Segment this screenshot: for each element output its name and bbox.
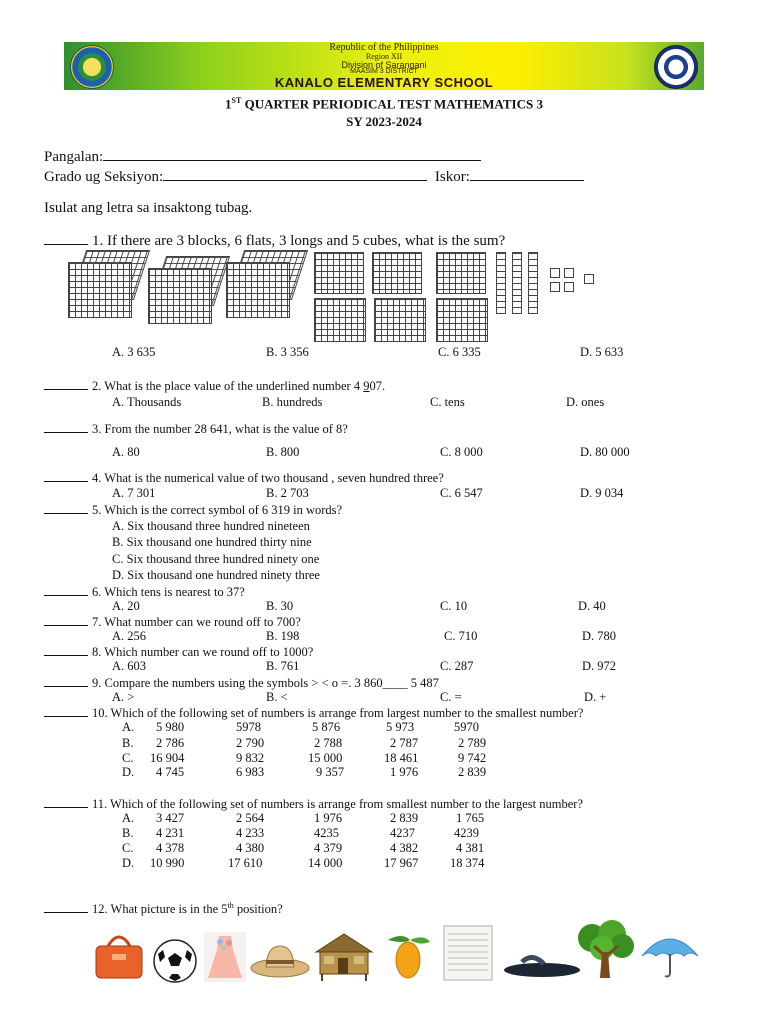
q4-option-a[interactable]: A. 7 301 <box>112 486 156 500</box>
header-republic: Republic of the Philippines <box>329 42 439 53</box>
question-12: 12. What picture is in the 5th position? <box>44 901 283 917</box>
answer-blank[interactable] <box>44 378 88 390</box>
question-5: 5. Which is the correct symbol of 6 319 in words? <box>44 502 342 518</box>
q7-option-d[interactable]: D. 780 <box>582 629 617 643</box>
header-district: MAASIM 3 DISTRICT <box>350 68 418 75</box>
question-4: 4. What is the numerical value of two thousand , seven hundred three? <box>44 470 444 486</box>
unit-cube <box>584 274 594 284</box>
question-9: 9. Compare the numbers using the symbols > < o =. 3 860____ 5 487 <box>44 675 439 691</box>
answer-blank[interactable] <box>44 470 88 482</box>
umbrella-icon <box>638 928 702 980</box>
answer-blank[interactable] <box>44 644 88 656</box>
q2-option-b[interactable]: B. hundreds <box>262 395 323 409</box>
handbag-icon <box>92 928 146 980</box>
thousand-block <box>68 250 142 318</box>
q7-option-c[interactable]: C. 710 <box>444 629 478 643</box>
q3-option-c[interactable]: C. 8 000 <box>440 445 483 459</box>
q4-option-c[interactable]: C. 6 547 <box>440 486 483 500</box>
flat <box>436 252 486 294</box>
answer-blank[interactable] <box>44 675 88 687</box>
thousand-block <box>148 256 222 324</box>
answer-blank[interactable] <box>44 614 88 626</box>
q1-option-d[interactable]: D. 5 633 <box>580 345 624 359</box>
instruction: Isulat ang letra sa insaktong tubag. <box>44 200 253 216</box>
question-3: 3. From the number 28 641, what is the value of 8? <box>44 421 348 437</box>
q9-option-a[interactable]: A. > <box>112 690 135 704</box>
grade-section-field[interactable]: Grado ug Seksiyon: Iskor: <box>44 166 584 186</box>
q6-option-d[interactable]: D. 40 <box>578 599 606 613</box>
q6-option-c[interactable]: C. 10 <box>440 599 468 613</box>
q3-option-d[interactable]: D. 80 000 <box>580 445 630 459</box>
answer-blank[interactable] <box>44 796 88 808</box>
q1-option-b[interactable]: B. 3 356 <box>266 345 309 359</box>
q2-option-d[interactable]: D. ones <box>566 395 605 409</box>
flat <box>374 298 426 342</box>
mango-icon <box>380 930 434 980</box>
grade-section-blank[interactable] <box>163 166 427 181</box>
q9-option-d[interactable]: D. + <box>584 690 607 704</box>
straw-hat-icon <box>250 940 310 978</box>
notepad-icon <box>442 924 494 982</box>
header-region: Region XII <box>365 52 403 61</box>
q1-option-c[interactable]: C. 6 335 <box>438 345 481 359</box>
q9-option-c[interactable]: C. = <box>440 690 462 704</box>
name-field[interactable]: Pangalan: <box>44 146 481 166</box>
question-10: 10. Which of the following set of numbers is arrange from largest number to the smallest number? <box>44 705 583 721</box>
flat <box>314 298 366 342</box>
q4-option-d[interactable]: D. 9 034 <box>580 486 624 500</box>
dress-icon <box>202 930 248 984</box>
question-1: 1. If there are 3 blocks, 6 flats, 3 longs and 5 cubes, what is the sum? <box>44 233 505 250</box>
question-6: 6. Which tens is nearest to 37? <box>44 584 245 600</box>
question-2: 2. What is the place value of the underlined number 4 907. <box>44 378 385 394</box>
q9-option-b[interactable]: B. < <box>266 690 288 704</box>
unit-cube <box>564 268 574 278</box>
question-8: 8. Which number can we round off to 1000? <box>44 644 313 660</box>
thousand-block <box>226 250 300 318</box>
q5-option-a[interactable]: A. Six thousand three hundred nineteen <box>112 519 310 533</box>
header-school-name: KANALO ELEMENTARY SCHOOL <box>274 75 494 90</box>
answer-blank[interactable] <box>44 705 88 717</box>
q6-option-a[interactable]: A. 20 <box>112 599 140 613</box>
answer-blank[interactable] <box>44 233 88 245</box>
nipa-hut-icon <box>312 932 376 982</box>
q3-option-b[interactable]: B. 800 <box>266 445 300 459</box>
q8-option-d[interactable]: D. 972 <box>582 659 617 673</box>
q8-option-c[interactable]: C. 287 <box>440 659 474 673</box>
q7-option-b[interactable]: B. 198 <box>266 629 300 643</box>
q1-option-a[interactable]: A. 3 635 <box>112 345 156 359</box>
q8-option-a[interactable]: A. 603 <box>112 659 147 673</box>
answer-blank[interactable] <box>44 502 88 514</box>
base-ten-blocks-figure <box>68 250 608 344</box>
score-blank[interactable] <box>470 166 584 181</box>
deped-seal-logo <box>654 45 698 89</box>
q5-option-b[interactable]: B. Six thousand one hundred thirty nine <box>112 535 312 549</box>
header-division: Division of Sarangani <box>341 60 427 70</box>
answer-blank[interactable] <box>44 421 88 433</box>
q6-option-b[interactable]: B. 30 <box>266 599 294 613</box>
soccer-ball-icon <box>152 938 198 984</box>
flat <box>372 252 422 294</box>
test-title: 1ST QUARTER PERIODICAL TEST MATHEMATICS 3 <box>225 96 543 112</box>
unit-cube <box>550 282 560 292</box>
flat <box>436 298 488 342</box>
flat <box>314 252 364 294</box>
question-11: 11. Which of the following set of numbers is arrange from smallest number to the largest number? <box>44 796 583 812</box>
school-year: SY 2023-2024 <box>346 114 422 129</box>
school-header-banner <box>64 42 704 90</box>
q2-option-c[interactable]: C. tens <box>430 395 465 409</box>
long-rod <box>512 252 522 314</box>
long-rod <box>528 252 538 314</box>
q5-option-d[interactable]: D. Six thousand one hundred ninety three <box>112 568 320 582</box>
q4-option-b[interactable]: B. 2 703 <box>266 486 309 500</box>
q5-option-c[interactable]: C. Six thousand three hundred ninety one <box>112 552 320 566</box>
q2-option-a[interactable]: A. Thousands <box>112 395 182 409</box>
question-7: 7. What number can we round off to 700? <box>44 614 301 630</box>
name-blank[interactable] <box>103 146 481 161</box>
q3-option-a[interactable]: A. 80 <box>112 445 140 459</box>
tree-icon <box>572 920 638 982</box>
q8-option-b[interactable]: B. 761 <box>266 659 300 673</box>
unit-cube <box>564 282 574 292</box>
q7-option-a[interactable]: A. 256 <box>112 629 147 643</box>
long-rod <box>496 252 506 314</box>
unit-cube <box>550 268 560 278</box>
slipper-icon <box>502 948 582 980</box>
answer-blank[interactable] <box>44 584 88 596</box>
answer-blank[interactable] <box>44 901 88 913</box>
